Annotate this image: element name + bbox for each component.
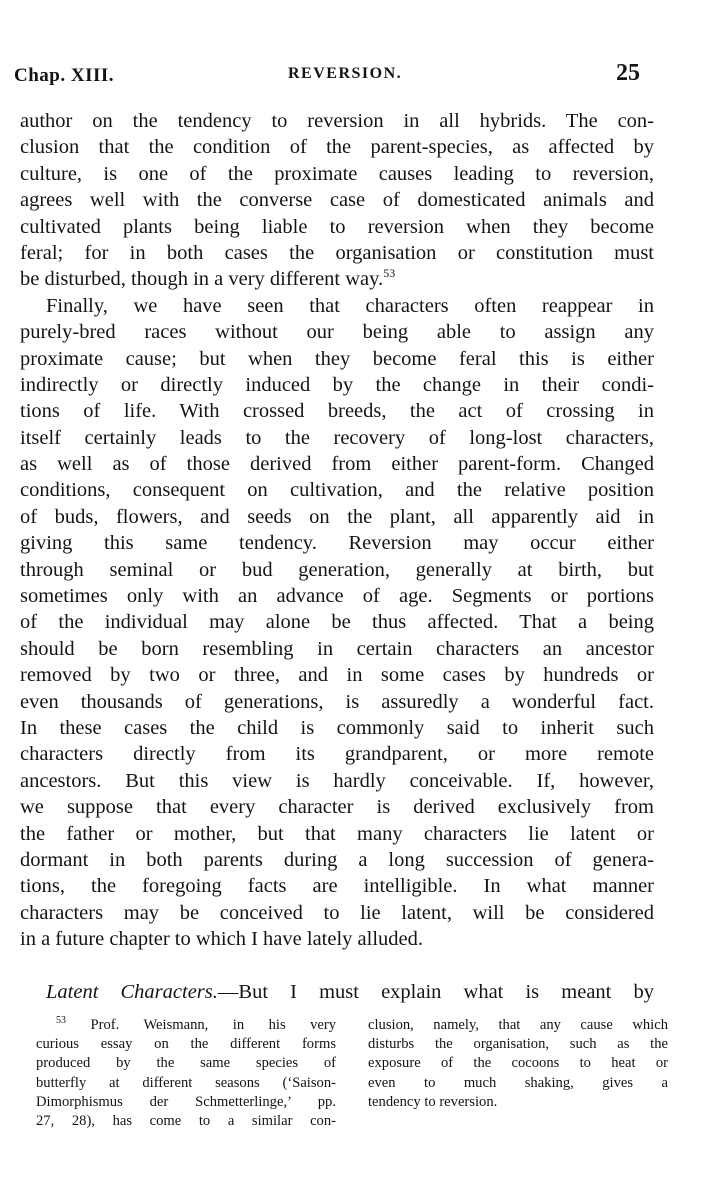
text-line: sometimes only with an advance of age. Segments or portions: [20, 585, 654, 608]
footnote-line: produced by the same species of: [36, 1055, 336, 1072]
footnote-line: disturbs the organisation, such as the: [368, 1036, 668, 1053]
text-line: Finally, we have seen that characters often reappear in: [46, 294, 654, 317]
text-line: agrees well with the converse case of domesticated animals and: [20, 189, 654, 212]
footnote-line: even to much shaking, gives a: [368, 1074, 668, 1091]
text-line: of buds, flowers, and seeds on the plant, all apparently aid in: [20, 505, 654, 528]
footnotes: [36, 1016, 672, 1156]
text-line: be disturbed, though in a very different way.: [20, 268, 384, 291]
text-line: cultivated plants being liable to reversion when they become: [20, 215, 654, 238]
text-line: clusion that the condition of the parent-species, as affected by: [20, 136, 654, 159]
text-line: in a future chapter to which I have lately alluded.: [20, 928, 424, 951]
paragraph-gap: [20, 953, 654, 979]
running-head: [14, 60, 644, 90]
text-line: even thousands of generations, is assuredly a wonderful fact.: [20, 690, 654, 713]
footnote-column-right: [368, 1016, 668, 1112]
text-line: indirectly or directly induced by the change in their condi-: [20, 373, 654, 396]
footnote-line: clusion, namely, that any cause which: [368, 1017, 668, 1033]
footnote-column-left: [36, 1016, 336, 1131]
text-line: author on the tendency to reversion in all hybrids. The con-: [20, 110, 654, 132]
footnote-line: exposure of the cocoons to heat or: [368, 1055, 668, 1072]
chapter-title: REVERSION.: [288, 65, 403, 82]
text-line: feral; for in both cases the organisation or constitution must: [20, 241, 654, 264]
text-line: ancestors. But this view is hardly conceivable. If, however,: [20, 769, 654, 792]
text-line: dormant in both parents during a long succession of genera-: [20, 848, 654, 871]
footnote-line: butterfly at different seasons (‘Saison-: [36, 1074, 336, 1091]
section-heading-text: —But I must explain what is meant by: [217, 980, 654, 1003]
text-line: tions of life. With crossed breeds, the act of crossing in: [20, 400, 654, 423]
section-heading-line: [20, 979, 654, 1005]
text-line: proximate cause; but when they become feral this is either: [20, 347, 654, 370]
text-line: tions, the foregoing facts are intelligible. In what manner: [20, 875, 654, 898]
text-line: conditions, consequent on cultivation, and the relative position: [20, 479, 654, 502]
text-line: itself certainly leads to the recovery of long-lost characters,: [20, 426, 654, 449]
page-number: 25: [616, 60, 640, 86]
footnote-marker: 53: [56, 1015, 66, 1027]
footnote-line-with-marker: [36, 1016, 336, 1035]
footnote-line: 27, 28), has come to a similar con-: [36, 1112, 336, 1129]
text-line: purely-bred races without our being able to assign any: [20, 321, 654, 344]
footnote-line: tendency to reversion.: [368, 1093, 498, 1110]
text-line: as well as of those derived from either parent-form. Changed: [20, 453, 654, 476]
footnote-ref: 53: [383, 266, 396, 281]
text-line: culture, is one of the proximate causes leading to reversion,: [20, 162, 654, 185]
text-line: giving this same tendency. Reversion may occur either: [20, 532, 654, 555]
section-heading: Latent Characters.: [46, 980, 218, 1003]
footnote-line: Dimorphismus der Schmetterlinge,’ pp.: [36, 1093, 336, 1110]
body-text: [20, 108, 654, 1005]
text-line: through seminal or bud generation, generally at birth, but: [20, 558, 654, 581]
text-line: of the individual may alone be thus affected. That a being: [20, 611, 654, 634]
text-line: removed by two or three, and in some cases by hundreds or: [20, 664, 654, 687]
text-line: In these cases the child is commonly said to inherit such: [20, 716, 654, 739]
text-line: we suppose that every character is derived exclusively from: [20, 796, 654, 819]
text-line: characters may be conceived to lie latent, will be considered: [20, 901, 654, 924]
text-line: should be born resembling in certain characters an ancestor: [20, 637, 654, 660]
footnote-line: curious essay on the different forms: [36, 1036, 336, 1053]
chapter-label: Chap. XIII.: [14, 65, 115, 86]
text-line-with-ref: [20, 266, 654, 292]
footnote-line: Prof. Weismann, in his very: [90, 1017, 337, 1033]
text-line: characters directly from its grandparent, or more remote: [20, 743, 654, 766]
text-line: the father or mother, but that many characters lie latent or: [20, 822, 654, 845]
